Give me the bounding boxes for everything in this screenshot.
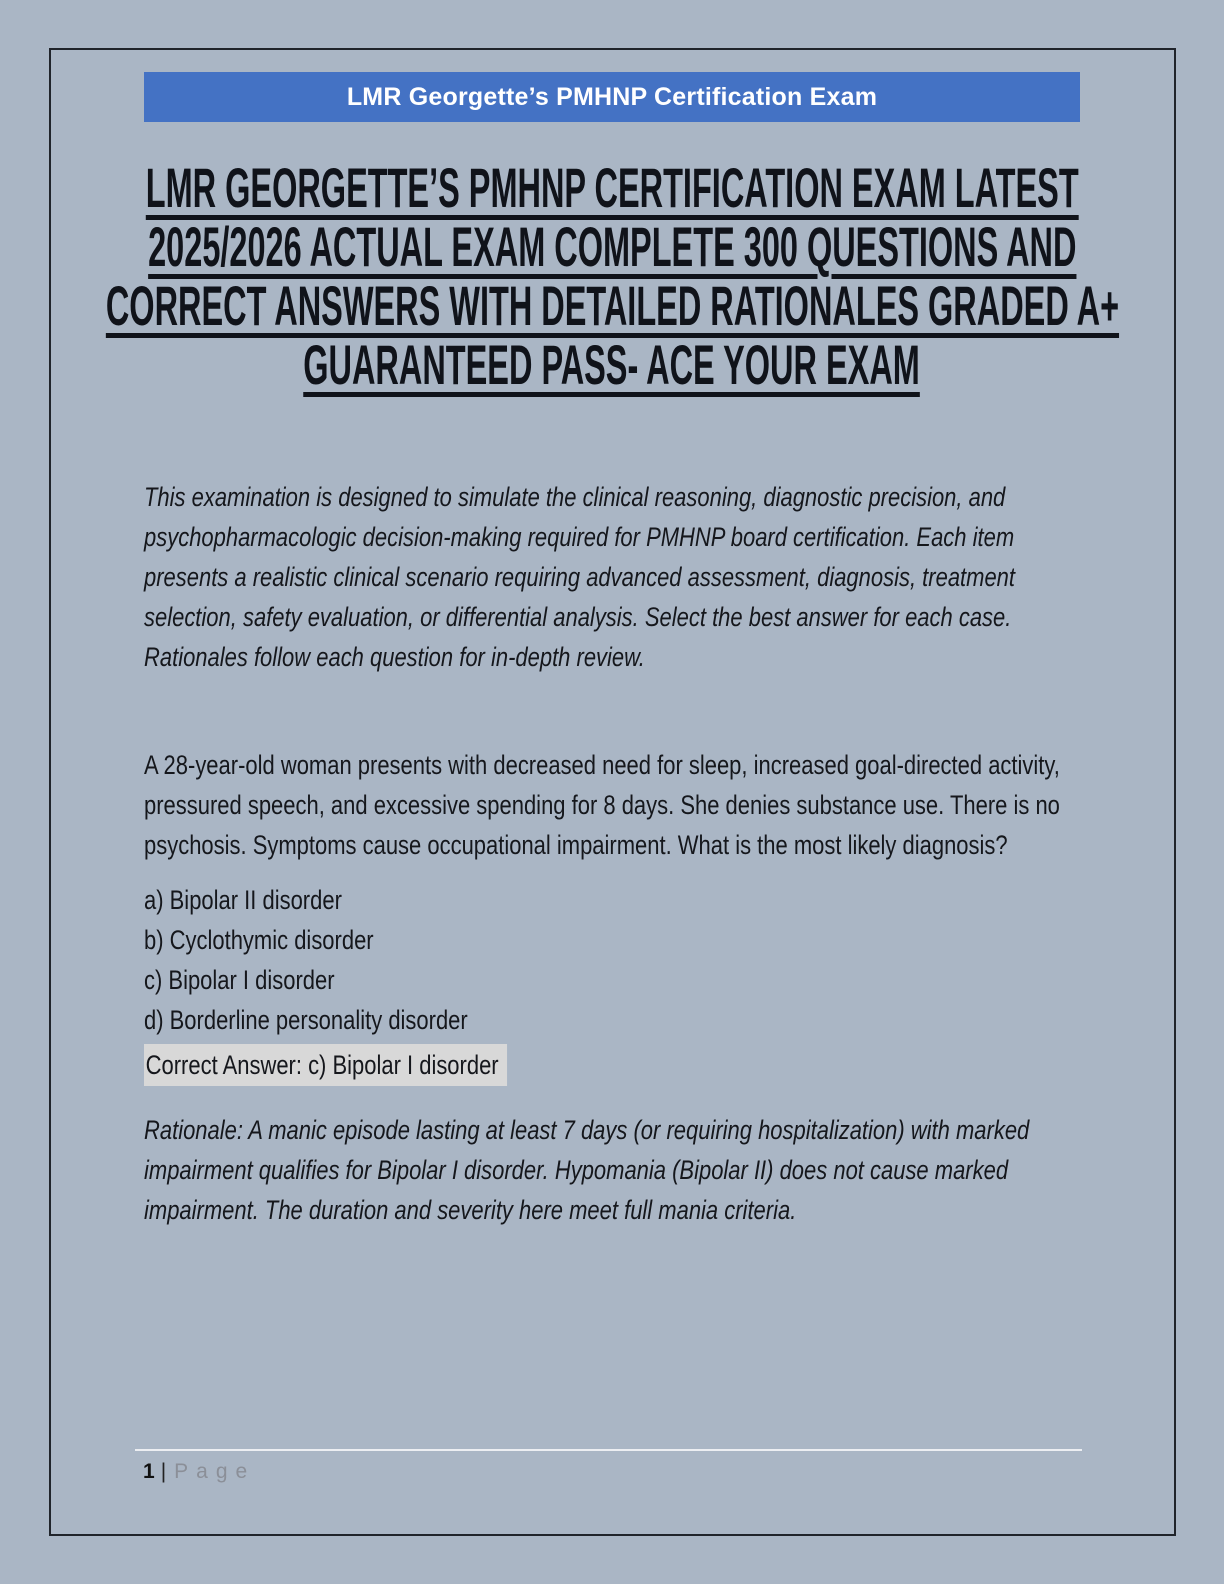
page-content bbox=[105, 72, 1119, 1230]
option-a: a) Bipolar II disorder bbox=[144, 885, 342, 915]
question-text: A 28-year-old woman presents with decreased need for sleep, increased goal-directed activity, pressured speech, and excessive spending for 8 days. She denies substance use. There is no psychosis. Symptoms cause occupational impairment. What is the most likely diagnosis? bbox=[144, 750, 1060, 860]
answer-options bbox=[144, 880, 1080, 1040]
rationale-paragraph: Rationale: A manic episode lasting at least 7 days (or requiring hospitalization) with marked impairment qualifies for Bipolar I disorder. Hypomania (Bipolar II) does not cause marked impairment. The duration and severity here meet full mania criteria. bbox=[144, 1115, 1030, 1225]
option-b: b) Cyclothymic disorder bbox=[144, 925, 374, 955]
intro-paragraph: This examination is designed to simulate the clinical reasoning, diagnostic precision, and psychopharmacologic decision-making required for PMHNP board certification. Each item presents a realistic clinical scenario requiring advanced assessment, diagnosis, treatment selection, safety evaluation, or differential analysis. Select the best answer for each case. Rationales follow each question for in-depth review. bbox=[144, 482, 1016, 672]
document-title-line-2: 2025/2026 ACTUAL EXAM COMPLETE 300 QUESTIONS AND bbox=[147, 215, 1077, 278]
page-footer bbox=[143, 1460, 255, 1484]
correct-answer-highlight: Correct Answer: c) Bipolar I disorder bbox=[144, 1044, 507, 1086]
footer-separator-line bbox=[135, 1449, 1082, 1451]
option-d: d) Borderline personality disorder bbox=[144, 1005, 468, 1035]
document-title-line-4: GUARANTEED PASS- ACE YOUR EXAM bbox=[303, 333, 921, 396]
header-bar bbox=[144, 72, 1080, 122]
correct-answer-row bbox=[144, 1044, 1080, 1086]
header-bar-title: LMR Georgette’s PMHNP Certification Exam bbox=[346, 82, 878, 111]
option-c: c) Bipolar I disorder bbox=[144, 965, 335, 995]
footer-page-label: Page bbox=[174, 1460, 256, 1483]
footer-pipe-separator: | bbox=[160, 1460, 167, 1483]
footer-page-number: 1 bbox=[143, 1460, 155, 1483]
document-title-line-1: LMR GEORGETTE’S PMHNP CERTIFICATION EXAM LATEST bbox=[145, 156, 1079, 219]
document-title-line-3: CORRECT ANSWERS WITH DETAILED RATIONALES GRADED A+ bbox=[105, 274, 1119, 337]
document-title bbox=[105, 156, 1119, 396]
